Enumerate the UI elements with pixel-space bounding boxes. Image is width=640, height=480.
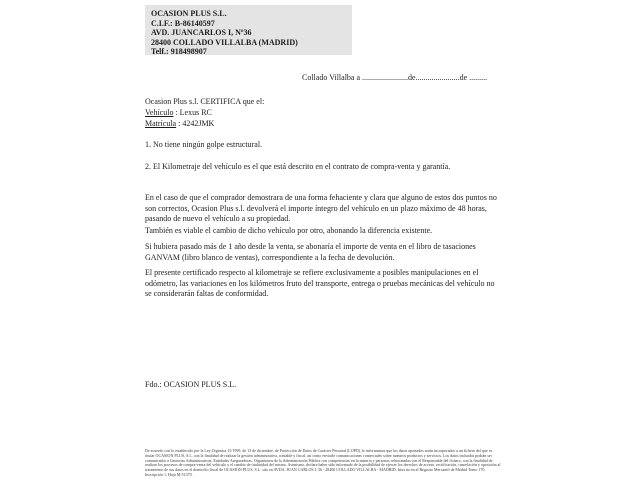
vehicle-line: [145, 107, 264, 118]
certified-point-2: 2. El Kilometraje del vehículo es el que está descrito en el contrato de compra-venta y garantía.: [145, 162, 451, 171]
company-address: AVD. JUANCARLOS I, Nº36: [151, 28, 252, 38]
plate-label: Matrícula: [145, 119, 177, 128]
body-paragraph-ganvam: Si hubiera pasado más de 1 año desde la venta, se abonaría el importe de venta en el libro de tasaciones GANVAM (libro blanco de ventas), correspondiente a la fecha de devolución.: [145, 242, 476, 262]
vehicle-value: : Lexus RC: [173, 108, 212, 117]
company-city: 28400 COLLADO VILLALBA (MADRID): [151, 37, 298, 47]
certified-point-1: 1. No tiene ningún golpe estructural.: [145, 140, 263, 149]
company-cif: C.I.F.: B-86140597: [151, 18, 215, 28]
plate-value: : 4242JMK: [176, 119, 215, 128]
certify-intro: Ocasion Plus s.l. CERTIFICA que el:: [145, 97, 265, 106]
body-paragraph-exchange: También es viable el cambio de dicho vehículo por otro, abonando la diferencia existente.: [145, 226, 433, 235]
date-line: Collado Villalba a .......................de......................de .........: [302, 73, 488, 82]
plate-line: [145, 118, 264, 129]
company-letterhead: [145, 5, 352, 55]
company-name: OCASION PLUS S.L.: [151, 9, 227, 18]
certify-block: [145, 96, 264, 129]
body-paragraph-odometer: El presente certificado respecto al kilometraje se refiere exclusivamente a posibles manipulaciones en el odómetro, las variaciones en los kilómetros fruto del transporte, entrega o pruebas mecánicas del vehículo no se considerarán faltas de conformidad.: [145, 268, 495, 299]
vehicle-label: Vehículo: [145, 108, 174, 117]
legal-fine-print: De acuerdo con lo establecido por la Ley Orgánica 15/1999, de 13 de diciembre, de Protección de Datos de Carácter Personal (LOPD), le informamos que los datos aportados serán incorporados a un fichero del que es titular OCASION PLUS, S.L. con la finalidad de realizar la gestión administrativa, contable y fiscal, así como enviarle comunicaciones comerciales sobre nuestros productos y servicios. Los datos incluidos podrán ser comunicados a Gestorías Administrativas, Entidades Aseguradoras, Organismos de la Administración Pública con competencias en la materia y personas relacionadas con el Responsable del fichero, con la finalidad de realizar los procesos de compra-venta del vehículo y el cambio de titularidad del mismo. Asimismo, declara haber sido informado de la posibilidad de ejercer los derechos de acceso, rectificación, cancelación y oposición al tratamiento de sus datos en el domicilio fiscal de OCASION PLUS, S.L. sito en AVDA. JUAN CARLOS I, 36 - 28400 COLLADO VILLALBA - MADRID. Inscrito en el Registro Mercantil de Madrid Tomo 170, Inscripción 1, Hoja M-51370.: [145, 448, 501, 477]
company-phone: Telf.: 918498907: [151, 47, 207, 57]
body-paragraph-refund: En el caso de que el comprador demostrara de una forma fehaciente y clara que alguno de estos dos puntos no son correctos, Ocasion Plus s.l. devolverá el importe íntegro del vehículo en un plazo máximo de 48 horas, pasando de nuevo el vehículo a su propiedad.: [145, 193, 497, 224]
signature-line: Fdo.: OCASION PLUS S.L.: [145, 380, 237, 389]
